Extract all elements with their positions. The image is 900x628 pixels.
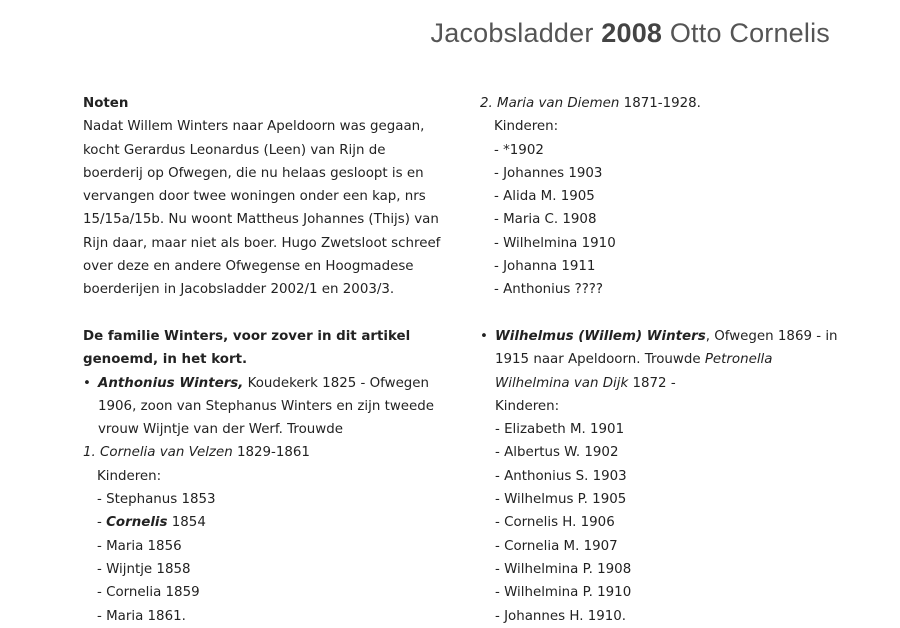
child-item: - Wilhelmus P. 1905 — [495, 492, 627, 508]
child-item: - Cornelia M. 1907 — [495, 538, 618, 554]
child-item-cornelis: - Cornelis 1854 — [97, 515, 206, 531]
child-item: - Anthonius ???? — [494, 282, 604, 298]
child-item: - Wilhelmina P. 1908 — [495, 561, 632, 577]
wife2-entry: 2. Maria van Diemen 1871-1928. — [480, 96, 701, 111]
notes-line: boerderij op Ofwegen, die nu helaas gesloopt is en — [83, 165, 424, 181]
notes-line: over deze en andere Ofwegense en Hoogmadese — [83, 259, 414, 275]
child-item: - *1902 — [494, 142, 544, 158]
child-item: - Cornelia 1859 — [97, 585, 200, 601]
notes-line: kocht Gerardus Leonardus (Leen) van Rijn de — [83, 142, 386, 158]
notes-line: Rijn daar, maar niet als boer. Hugo Zwetsloot schreef — [83, 235, 441, 251]
right-column — [480, 92, 838, 628]
wilhelmus-line: Wilhelmina van Dijk 1872 - — [495, 375, 676, 391]
header-year: 2008 — [601, 18, 663, 48]
notes-line: Nadat Willem Winters naar Apeldoorn was gegaan, — [83, 119, 425, 135]
wilhelmus-name: Wilhelmus (Willem) Winters — [495, 328, 706, 344]
children-label: Kinderen: — [494, 119, 559, 135]
child-item: - Wijntje 1858 — [97, 561, 191, 577]
child-item: - Wilhelmina 1910 — [494, 235, 616, 251]
page-header — [431, 18, 830, 49]
wife1-entry: 1. Cornelia van Velzen 1829-1861 — [83, 445, 310, 461]
children-label: Kinderen: — [97, 468, 162, 484]
child-item: - Maria 1861. — [97, 608, 186, 624]
header-title-pre: Jacobsladder — [430, 18, 602, 48]
child-item: - Wilhelmina P. 1910 — [495, 585, 632, 601]
bullet-icon: • — [83, 375, 91, 391]
anthonius-name: Anthonius Winters, — [98, 375, 244, 391]
anthonius-line: vrouw Wijntje van der Werf. Trouwde — [98, 422, 343, 438]
child-item: - Johannes H. 1910. — [495, 608, 627, 624]
child-item: - Cornelis H. 1906 — [495, 515, 615, 531]
header-title-post: Otto Cornelis — [662, 18, 830, 48]
child-item: - Stephanus 1853 — [97, 492, 216, 508]
child-item: - Maria 1856 — [97, 538, 182, 554]
children-label: Kinderen: — [495, 398, 560, 414]
child-item: - Johannes 1903 — [494, 165, 603, 181]
anthonius-entry: • Anthonius Winters, Koudekerk 1825 - Ofwegen — [83, 372, 448, 395]
bullet-icon: • — [480, 328, 488, 344]
child-item: - Elizabeth M. 1901 — [495, 422, 625, 438]
family-heading-cont: genoemd, in het kort. — [83, 352, 248, 368]
anthonius-line: 1906, zoon van Stephanus Winters en zijn tweede — [98, 398, 435, 414]
wilhelmus-line: 1915 naar Apeldoorn. Trouwde Petronella — [495, 352, 773, 368]
wilhelmus-entry: • Wilhelmus (Willem) Winters, Ofwegen 1869 - in — [480, 325, 820, 348]
child-item: - Albertus W. 1902 — [495, 445, 619, 461]
notes-line: vervangen door twee woningen onder een kap, nrs — [83, 189, 426, 205]
notes-line: boerderijen in Jacobsladder 2002/1 en 2003/3. — [83, 282, 395, 298]
child-item: - Maria C. 1908 — [494, 212, 597, 228]
notes-heading: Noten — [83, 96, 129, 111]
child-item: - Anthonius S. 1903 — [495, 468, 627, 484]
wife1-name: Cornelia van Velzen — [100, 445, 233, 461]
child-item: - Johanna 1911 — [494, 259, 596, 275]
left-column — [83, 92, 448, 628]
family-heading: De familie Winters, voor zover in dit artikel — [83, 328, 411, 344]
child-item: - Alida M. 1905 — [494, 189, 595, 205]
notes-line: 15/15a/15b. Nu woont Mattheus Johannes (Thijs) van — [83, 212, 439, 228]
wife2-name: Maria van Diemen — [497, 96, 620, 111]
